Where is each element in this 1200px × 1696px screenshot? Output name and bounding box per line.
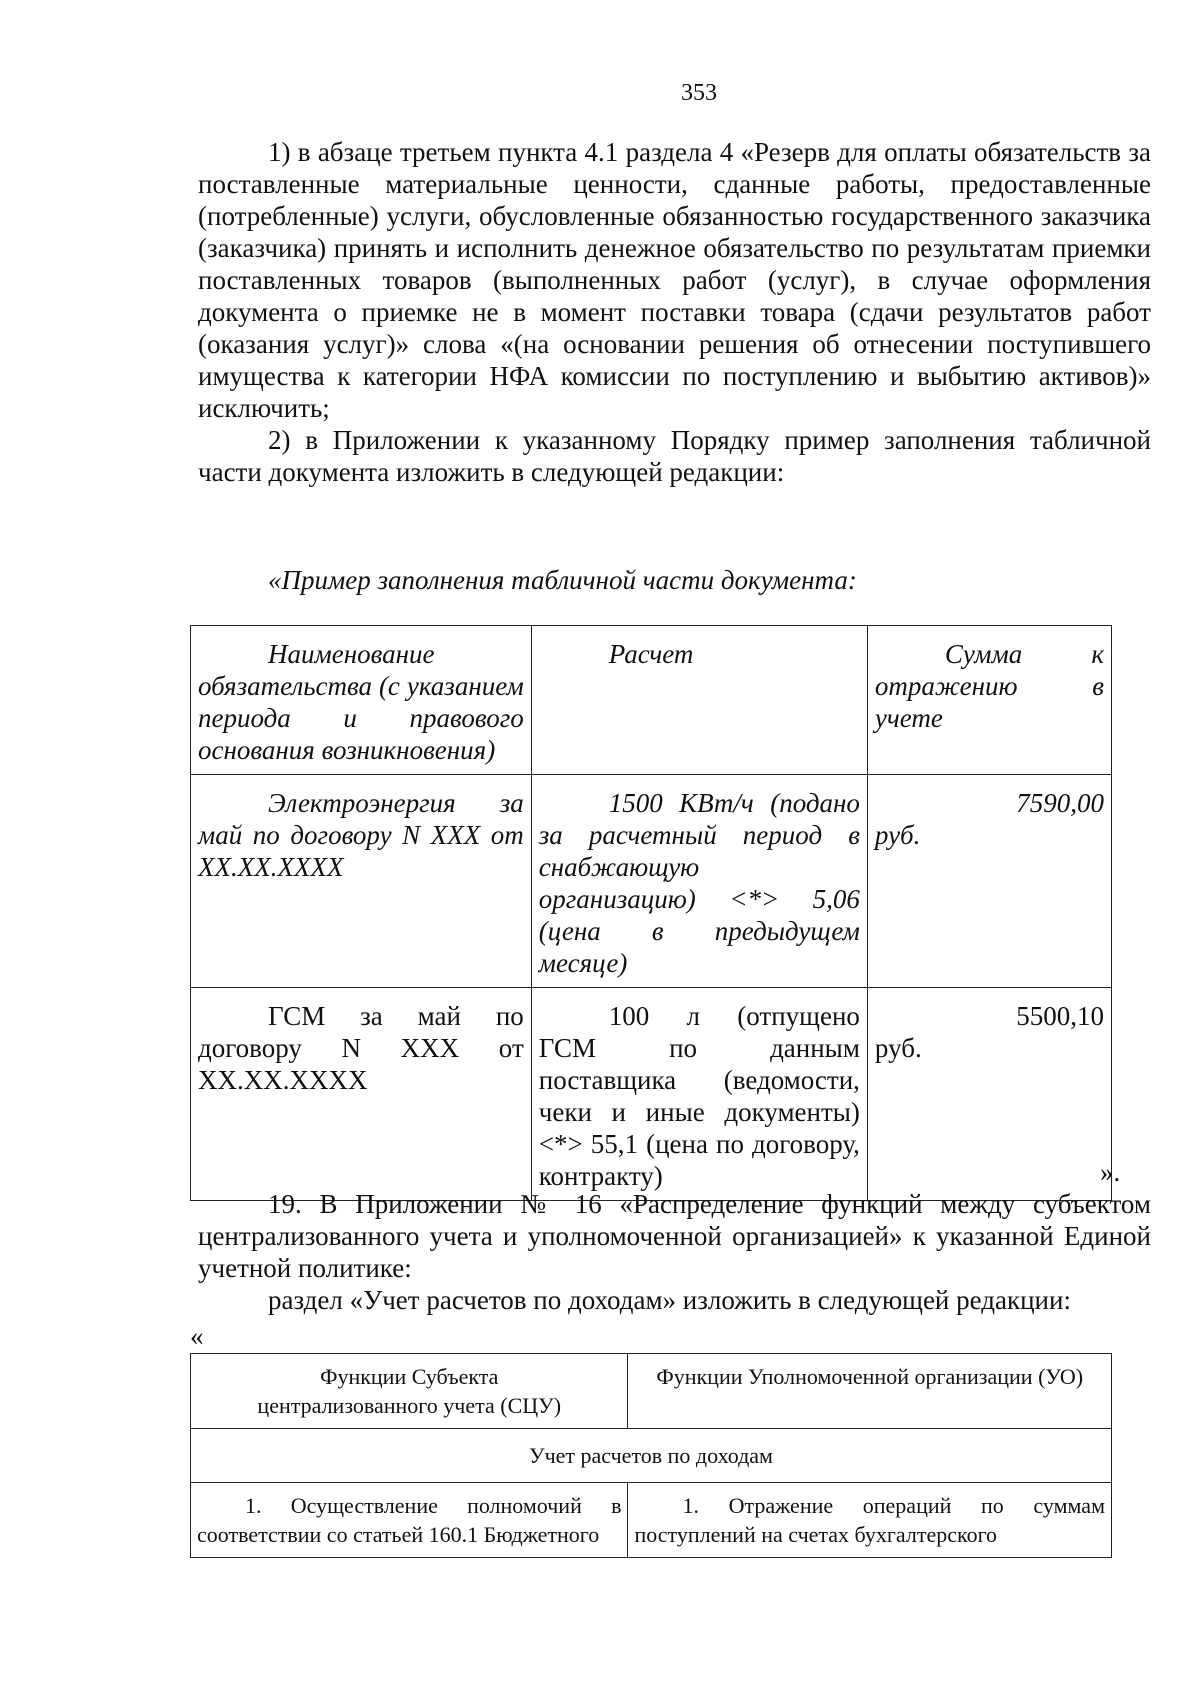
paragraph-2: 2) в Приложении к указанному Порядку пример заполнения табличной части документа изложить в следующей редакции: xyxy=(198,425,1151,487)
table-header-row xyxy=(191,626,1112,775)
row-sum-unit: руб. xyxy=(874,1033,922,1063)
table-header-row xyxy=(191,1354,1112,1429)
amendment-text-block xyxy=(198,136,1151,488)
row-name: Электроэнергия за май по договору N XXX от XX.XX.XXXX xyxy=(191,775,532,988)
paragraph-1: 1) в абзаце третьем пункта 4.1 раздела 4 «Резерв для оплаты обязательств за поставленные материальные ценности, сданные работы, предоставленные (потребленные) услуги, обусловленные обязанностью государственного заказчика (заказчика) принять и исполнить денежное обязательство по результатам приемки поставленных товаров (выполненных работ (услуг), в случае оформления документа о приемке не в момент поставки товара (сдачи результатов работ (оказания услуг)» слова «(на основании решения об отнесении поступившего имущества к категории НФА комиссии по поступлению и выбытию активов)» исключить; xyxy=(198,137,1151,423)
section-19-text xyxy=(198,1188,1151,1316)
paragraph-19: 19. В Приложении № 16 «Распределение функций между субъектом централизованного учета и уполномоченной организацией» к указанной Единой учетной политике: xyxy=(198,1189,1151,1283)
row-calc: 1500 КВт/ч (подано за расчетный период в снабжающую организацию) <*> 5,06 (цена в предыдущем месяце) xyxy=(531,775,867,988)
header-sum: Сумма к отражению в учете xyxy=(867,626,1111,775)
table-row xyxy=(191,988,1112,1201)
row-name: ГСМ за май по договору N XXX от XX.XX.XXXX xyxy=(191,988,532,1201)
header-right: Функции Уполномоченной организации (УО) xyxy=(628,1354,1112,1429)
opening-quote: « xyxy=(190,1321,204,1351)
example-table xyxy=(190,625,1112,1201)
row-calc: 100 л (отпущено ГСМ по данным поставщика (ведомости, чеки и иные документы) <*> 55,1 (цена по договору, контракту) xyxy=(531,988,867,1201)
row-sum-unit: руб. xyxy=(874,820,921,850)
header-calc: Расчет xyxy=(531,626,867,775)
row-sum-value: 5500,10 xyxy=(1016,1001,1104,1031)
header-name: Наименование обязательства (с указанием периода и правового основания возникновения) xyxy=(191,626,532,775)
row-sum xyxy=(867,775,1111,988)
row-sum xyxy=(867,988,1111,1201)
row-left: 1. Осуществление полномочий в соответствии со статьей 160.1 Бюджетного xyxy=(191,1483,628,1558)
row-right: 1. Отражение операций по суммам поступлений на счетах бухгалтерского xyxy=(628,1483,1112,1558)
functions-table xyxy=(190,1353,1112,1558)
row-sum-value: 7590,00 xyxy=(1016,788,1104,818)
page-number: 353 xyxy=(681,80,717,106)
section-title: Учет расчетов по доходам xyxy=(191,1429,1112,1483)
closing-quote: ». xyxy=(1100,1157,1121,1187)
header-left: Функции Субъекта централизованного учета (СЦУ) xyxy=(191,1354,628,1429)
table-row xyxy=(191,775,1112,988)
paragraph-section: раздел «Учет расчетов по доходам» изложить в следующей редакции: xyxy=(268,1285,1071,1315)
example-heading: «Пример заполнения табличной части документа: xyxy=(268,565,857,595)
section-title-row xyxy=(191,1429,1112,1483)
table-row xyxy=(191,1483,1112,1558)
